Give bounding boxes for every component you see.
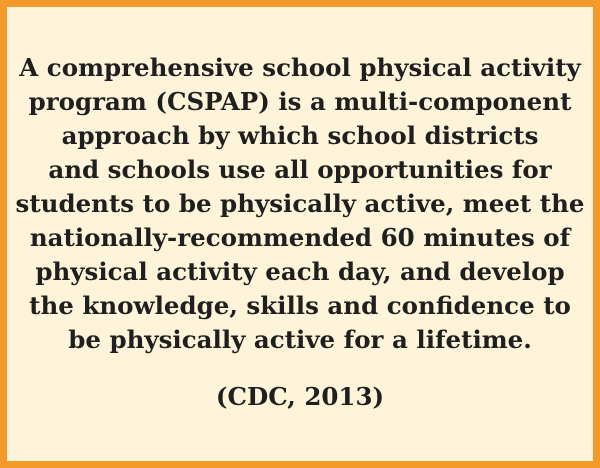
quote-line: approach by which school districts bbox=[61, 120, 539, 150]
quote-line: students to be physically active, meet the bbox=[15, 188, 585, 218]
quote-line: be physically active for a lifetime. bbox=[68, 324, 532, 354]
quote-line: A comprehensive school physical activity bbox=[19, 52, 581, 82]
quote-line: nationally-recommended 60 minutes of bbox=[29, 222, 571, 252]
quote-line: physical activity each day, and develop bbox=[35, 256, 565, 286]
quote-line: program (CSPAP) is a multi-component bbox=[28, 86, 572, 116]
quote-line: and schools use all opportunities for bbox=[48, 154, 552, 184]
quote-line: the knowledge, skills and confidence to bbox=[29, 290, 571, 320]
quote-text bbox=[16, 51, 585, 357]
citation: (CDC, 2013) bbox=[215, 381, 385, 411]
